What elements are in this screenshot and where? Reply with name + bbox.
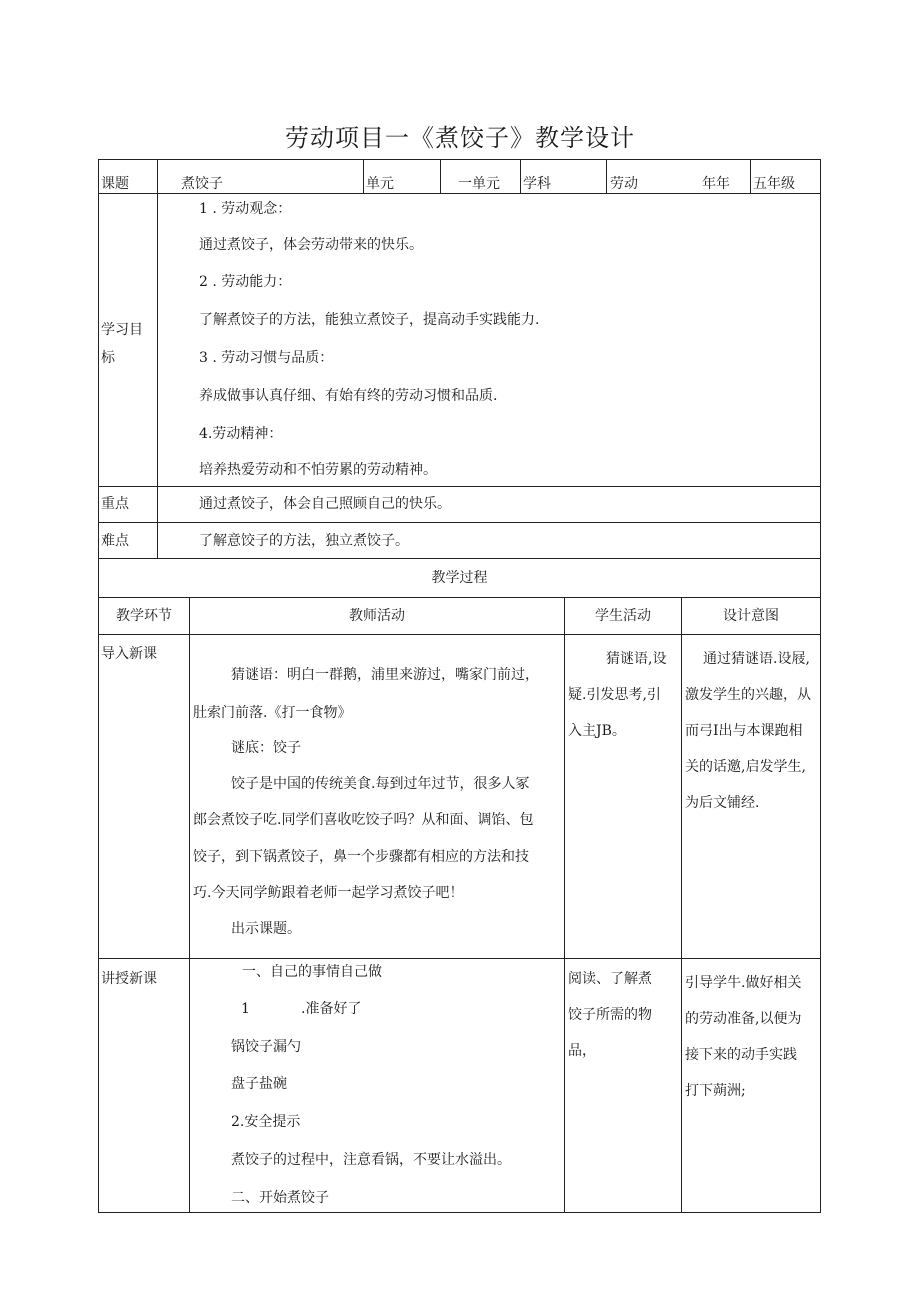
teacher-line: .准备好了 (301, 1001, 362, 1017)
column-header-teacher: 教师活动 (349, 608, 405, 624)
topic-value: 煮饺子 (181, 176, 223, 192)
label-unit: 单元 (366, 176, 394, 192)
difficulty-label: 难点 (101, 533, 129, 549)
col-divider (157, 193, 158, 559)
label-topic: 课题 (101, 176, 129, 192)
table-border-left (98, 159, 99, 1213)
row-divider (98, 634, 821, 635)
teacher-line: 巧.今天同学鲂跟着老师一起学习煮饺子吧！ (193, 885, 464, 901)
objective-heading: 2 . 劳动能力： (199, 274, 292, 290)
teacher-line: 二、开始煮饺子 (231, 1190, 329, 1206)
table-border-bottom (98, 1212, 821, 1213)
intent-line: 通过猜谜语.设屐, (703, 651, 810, 667)
objective-heading: 1 . 劳动观念： (199, 201, 292, 217)
student-line: 品， (568, 1043, 596, 1059)
col-divider (564, 597, 565, 1213)
student-line: 饺子所需的物 (568, 1007, 652, 1023)
stage-intro: 导入新课 (101, 646, 157, 662)
objectives-label: 学习目 (101, 322, 143, 338)
label-grade: 年年 (702, 176, 730, 192)
key-point-text: 通过煮饺子，体会自己照顾自己的快乐。 (199, 496, 451, 512)
teacher-line: 饺子，到下锅煮饺子，鼻一个步骤都有相应的方法和技 (193, 849, 529, 865)
page-title: 劳动项目一《煮饺子》教学设计 (285, 124, 635, 152)
row-divider (98, 597, 821, 598)
intent-line: 激发学生的兴趣，从 (685, 687, 811, 703)
teacher-line: 肚索门前落.《打一食物》 (193, 705, 352, 721)
objective-text: 养成做事认真仔细、有始有终的劳动习惯和品质. (199, 388, 498, 404)
teacher-line: 盘子盐碗 (231, 1076, 287, 1092)
intent-line: 的劳动准备,以便为 (685, 1011, 802, 1027)
column-header-intent: 设计意图 (723, 608, 779, 624)
column-header-stage: 教学环节 (116, 608, 172, 624)
teacher-line: 锅饺子漏勺 (231, 1039, 301, 1055)
grade-value: 五年级 (753, 176, 795, 192)
unit-value: 一单元 (458, 176, 500, 192)
col-divider (157, 159, 158, 194)
teacher-line: 饺子是中国的传统美食.每到过年过节，很多人冢 (231, 776, 530, 792)
row-divider (98, 958, 821, 959)
row-divider (98, 486, 821, 487)
label-subject: 学科 (523, 176, 551, 192)
difficulty-text: 了解意饺子的方法，独立煮饺子。 (199, 533, 409, 549)
row-divider (98, 193, 821, 194)
objective-heading: 3 . 劳动习惯与品质： (199, 350, 334, 366)
objective-text: 了解煮饺子的方法，能独立煮饺子，提高动手实践能力. (199, 312, 540, 328)
teacher-line: 谜底：饺子 (231, 740, 301, 756)
student-line: 入主JB。 (568, 723, 626, 739)
stage-lesson: 讲授新课 (101, 971, 157, 987)
student-line: 猜谜语,设 (606, 651, 667, 667)
student-line: 疑.引发思考,引 (568, 687, 661, 703)
student-line: 阅读、了解煮 (568, 971, 652, 987)
teacher-line: 出示课题。 (231, 921, 301, 937)
intent-line: 而弓I出与本课跑相 (685, 723, 803, 739)
objectives-label: 标 (101, 350, 115, 366)
teacher-line: 1 (241, 1001, 250, 1017)
intent-line: 引导学牛.做好相关 (685, 975, 802, 991)
intent-line: 为后文铺经. (685, 795, 760, 811)
process-heading: 教学过程 (431, 570, 488, 586)
intent-line: 关的话邀,启发学生, (685, 759, 806, 775)
teacher-line: 猜谜语：明白一群鹅，浦里来游过，嘴家门前过， (231, 667, 539, 683)
row-divider (98, 522, 821, 523)
intent-line: 打下蒴洲; (685, 1083, 746, 1099)
subject-value: 劳动 (610, 176, 638, 192)
teacher-line: 煮饺子的过程中，注意看锅，不要让水溢出。 (231, 1152, 511, 1168)
col-divider (189, 597, 190, 1213)
key-point-label: 重点 (101, 496, 129, 512)
column-header-student: 学生活动 (595, 608, 651, 624)
objective-heading: 4.劳动精神： (199, 426, 283, 442)
teacher-line: 2.安全提示 (231, 1114, 301, 1130)
col-divider (363, 159, 364, 194)
intent-line: 接下来的动手实践 (685, 1047, 797, 1063)
col-divider (606, 159, 607, 194)
table-border-right (820, 159, 821, 1213)
row-divider (98, 558, 821, 559)
objective-text: 通过煮饺子，体会劳动带来的快乐。 (199, 237, 423, 253)
teacher-line: 一、自己的事情自己做 (242, 964, 382, 980)
col-divider (681, 597, 682, 1213)
table-border-top (98, 159, 821, 160)
col-divider (750, 159, 751, 194)
col-divider (440, 159, 441, 194)
teacher-line: 郎会煮饺子吃.同学们喜收吃饺子吗？从和面、调馅、包 (193, 812, 534, 828)
col-divider (520, 159, 521, 194)
objective-text: 培养热爱劳动和不怕劳累的劳动精神。 (199, 462, 437, 478)
